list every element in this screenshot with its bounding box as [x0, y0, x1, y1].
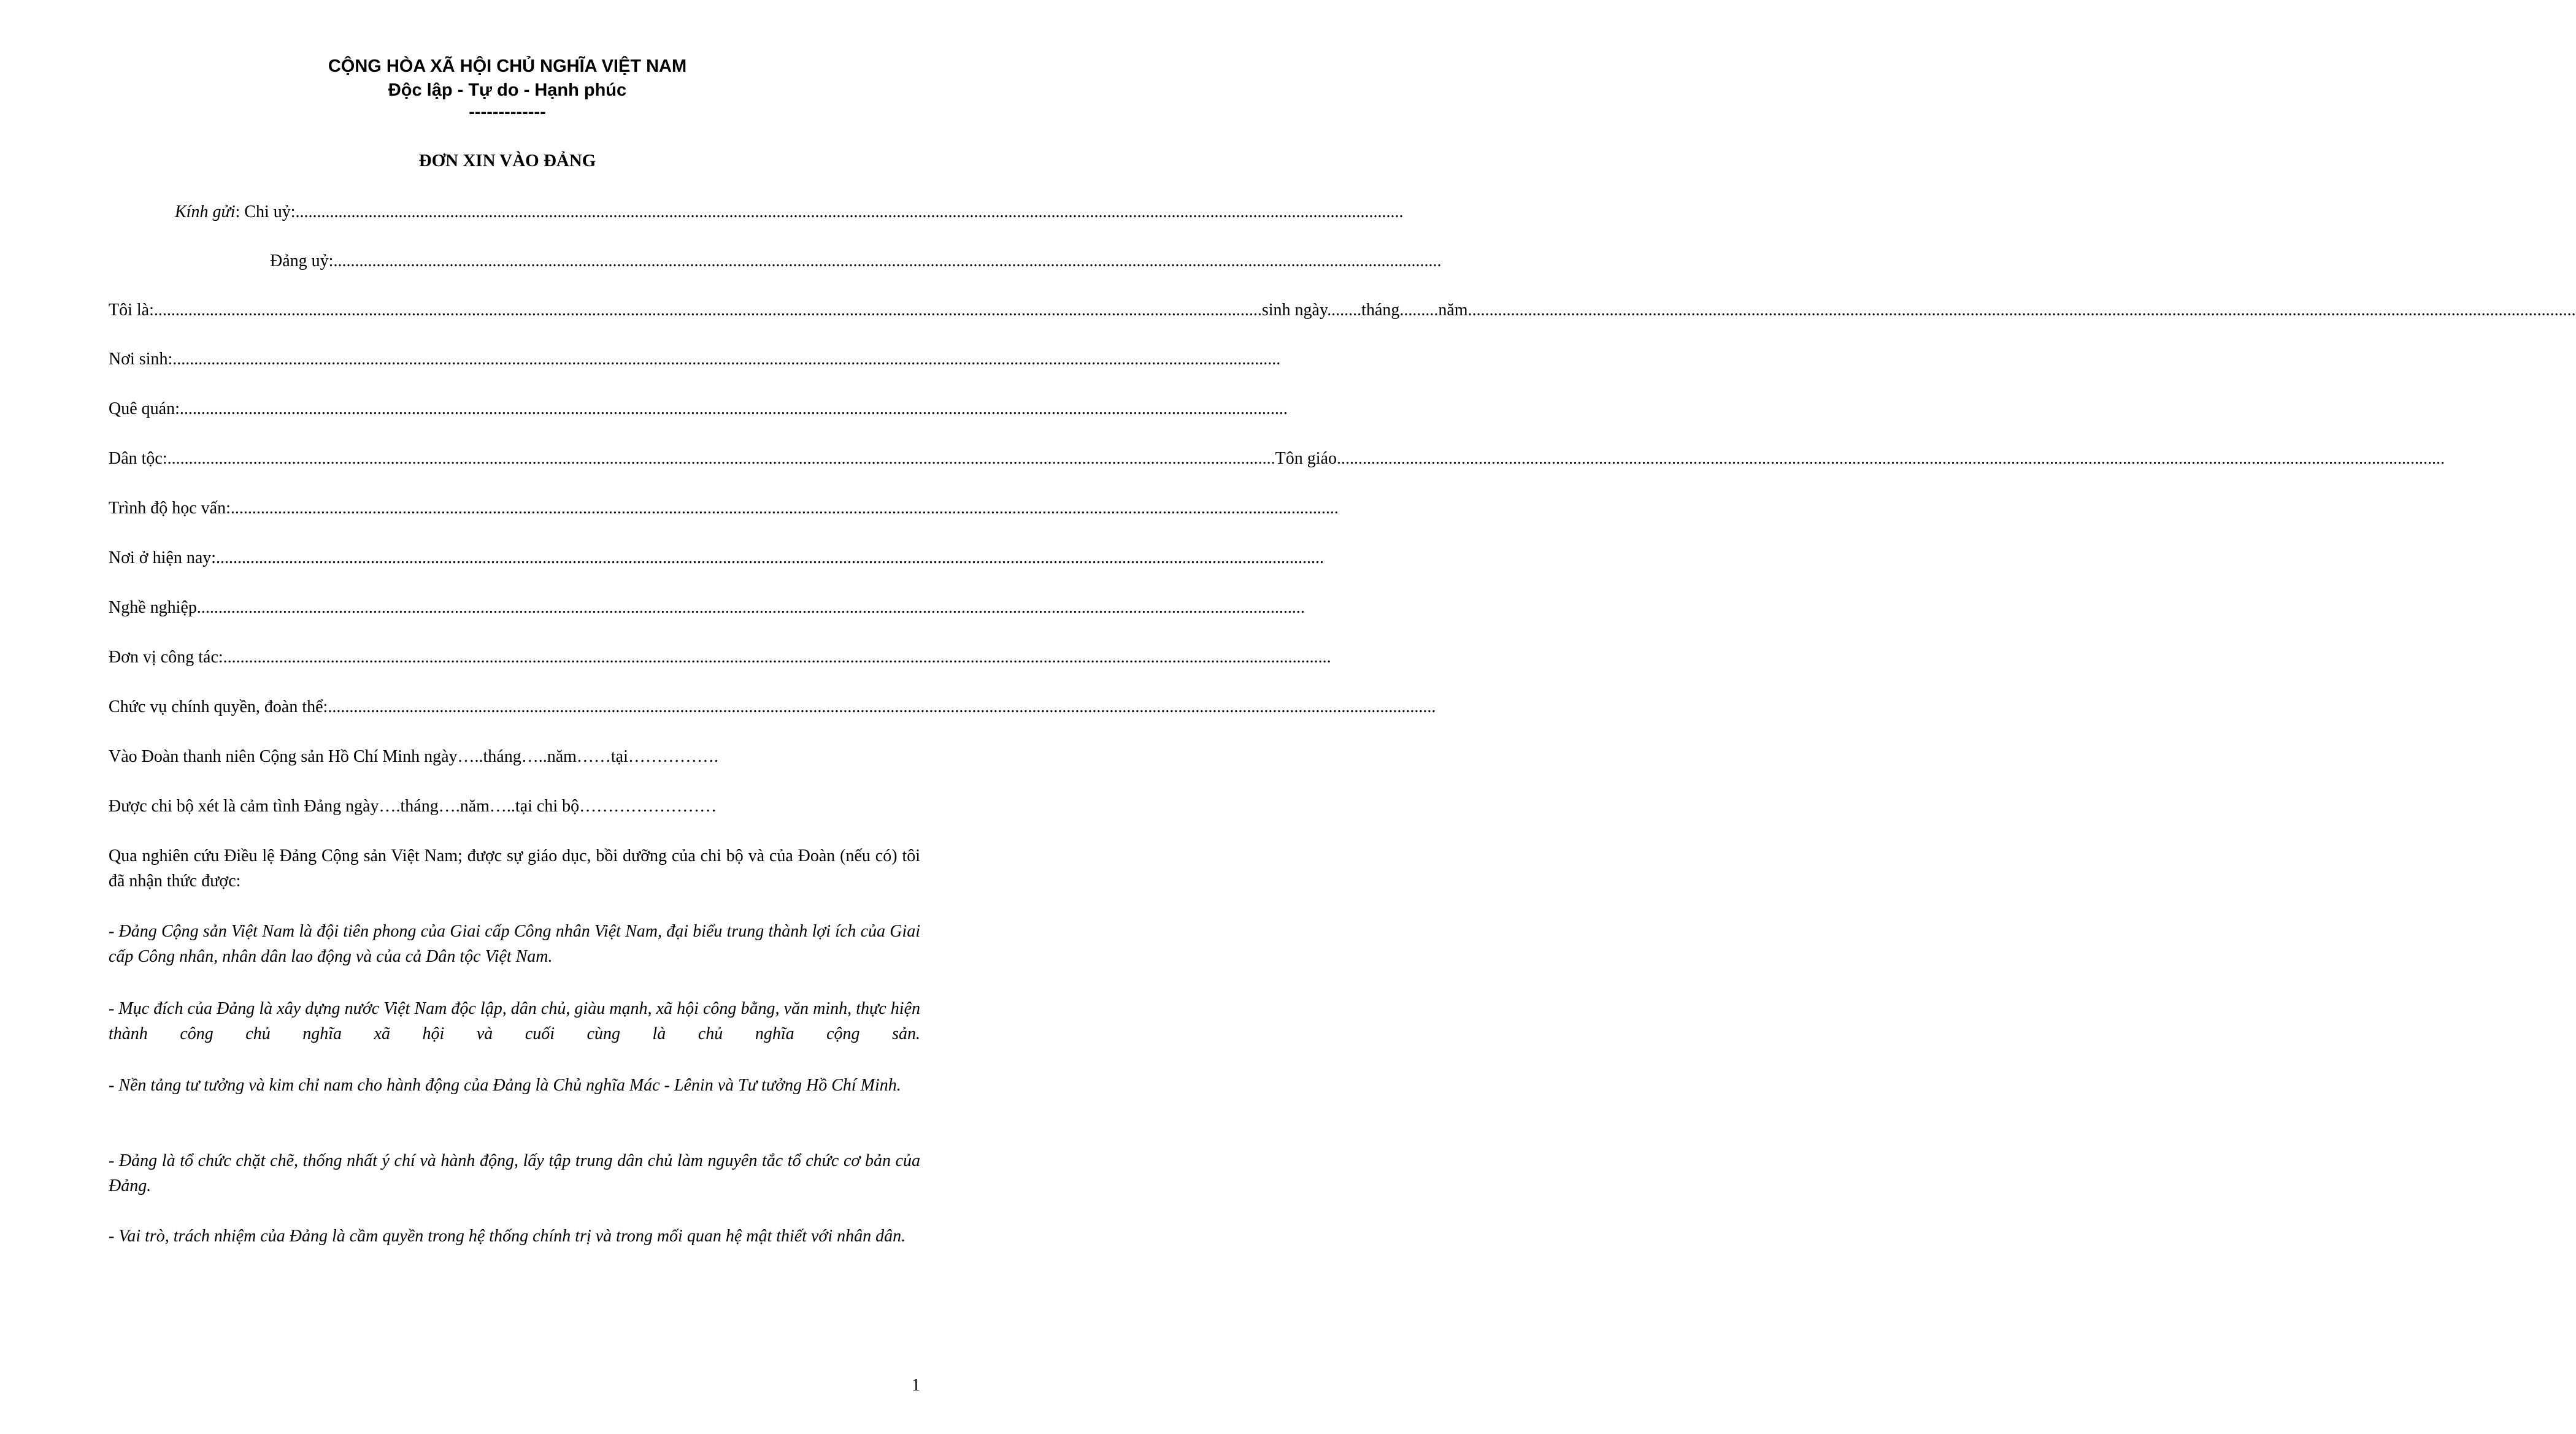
form-row-party-sympathizer: [109, 794, 902, 819]
name-birthdate-field[interactable]: ..................................................................................................................................................................................................................................................................: [1467, 301, 2576, 320]
residence-label: Nơi ở hiện nay:: [109, 548, 217, 567]
form-row-name-birthdate: [109, 297, 2576, 323]
document-title: ĐƠN XIN VÀO ĐẢNG: [418, 151, 596, 171]
name-birthdate-field[interactable]: ..................................................................................................................................................................................................................................................................: [153, 301, 1262, 320]
hometown-field[interactable]: ..................................................................................................................................................................................................................................................................: [179, 399, 1288, 418]
ethnicity-religion-field[interactable]: ..................................................................................................................................................................................................................................................................: [167, 449, 1275, 468]
ethnicity-religion-field[interactable]: ..................................................................................................................................................................................................................................................................: [1336, 449, 2445, 468]
point-1: - Đảng Cộng sản Việt Nam là đội tiên phong của Giai cấp Công nhân Việt Nam, đại biểu trung thành lợi ích của Giai cấp Công nhân, nhân dân lao động và của cả Dân tộc Việt Nam.: [109, 922, 920, 966]
education-label: Trình độ học vấn:: [109, 499, 231, 518]
point-4: - Đảng là tổ chức chặt chẽ, thống nhất ý chí và hành động, lấy tập trung dân chủ làm nguyên tắc tổ chức cơ bản của Đảng.: [109, 1151, 920, 1195]
form-row-occupation: [109, 595, 1305, 620]
chi-uy-field[interactable]: ..................................................................................................................................................................................................................................................................: [295, 202, 1404, 221]
form-row-residence: [109, 545, 1325, 570]
residence-field[interactable]: ..................................................................................................................................................................................................................................................................: [216, 548, 1325, 567]
ethnicity-religion-label: Dân tộc:: [109, 449, 167, 468]
ethnicity-religion-label: Tôn giáo: [1275, 449, 1337, 468]
position-label: Chức vụ chính quyền, đoàn thể:: [109, 697, 328, 716]
page-number: 1: [912, 1376, 920, 1395]
birthplace-label: Nơi sinh:: [109, 350, 173, 369]
form-row-hometown: [109, 396, 1288, 421]
dang-uy-field[interactable]: ..................................................................................................................................................................................................................................................................: [333, 251, 1442, 270]
recipient-dang-uy: [270, 248, 1442, 274]
occupation-field[interactable]: ..................................................................................................................................................................................................................................................................: [196, 598, 1305, 617]
kinh-gui-label: Kính gửi: [175, 202, 236, 221]
point-5: - Vai trò, trách nhiệm của Đảng là cầm quyền trong hệ thống chính trị và trong mối quan hệ mật thiết với nhân dân.: [109, 1227, 906, 1246]
form-row-birthplace: [109, 347, 1281, 372]
workplace-label: Đơn vị công tác:: [109, 648, 223, 667]
education-field[interactable]: ..................................................................................................................................................................................................................................................................: [230, 499, 1339, 518]
form-row-youth-union: [109, 744, 902, 769]
header-separator: -------------: [469, 102, 546, 122]
position-field[interactable]: ..................................................................................................................................................................................................................................................................: [328, 697, 1436, 716]
workplace-field[interactable]: ..................................................................................................................................................................................................................................................................: [223, 648, 1331, 667]
name-birthdate-label: sinh ngày........tháng.........năm: [1261, 301, 1468, 320]
national-motto: Độc lập - Tự do - Hạnh phúc: [388, 80, 627, 100]
chi-uy-label: : Chi uỷ:: [235, 202, 296, 221]
form-row-workplace: [109, 645, 1331, 670]
point-2: - Mục đích của Đảng là xây dựng nước Việt Nam độc lập, dân chủ, giàu mạnh, xã hội công bằng, văn minh, thực hiện thành công chủ nghĩa xã hội và cuối cùng là chủ nghĩa cộng sản.: [109, 999, 920, 1043]
form-row-education: [109, 496, 1339, 521]
intro-paragraph: Qua nghiên cứu Điều lệ Đảng Cộng sản Việt Nam; được sự giáo dục, bồi dưỡng của chi bộ và của Đoàn (nếu có) tôi đã nhận thức được:: [109, 846, 920, 891]
birthplace-field[interactable]: ..................................................................................................................................................................................................................................................................: [172, 350, 1281, 369]
name-birthdate-label: Tôi là:: [109, 301, 154, 320]
youth-union-label: Vào Đoàn thanh niên Cộng sản Hồ Chí Minh ngày…..tháng…..năm……tại…………….: [109, 747, 718, 766]
country-name: CỘNG HÒA XÃ HỘI CHỦ NGHĨA VIỆT NAM: [328, 56, 687, 76]
recipient-chi-uy: [175, 199, 1404, 224]
hometown-label: Quê quán:: [109, 399, 180, 418]
dang-uy-label: Đảng uỷ:: [270, 251, 334, 270]
party-sympathizer-label: Được chi bộ xét là cảm tình Đảng ngày….tháng….năm…..tại chi bộ……………………: [109, 797, 717, 816]
point-3: - Nền tảng tư tưởng và kim chỉ nam cho hành động của Đảng là Chủ nghĩa Mác - Lênin và Tư tưởng Hồ Chí Minh.: [109, 1076, 901, 1095]
form-row-position: [109, 694, 1436, 719]
form-row-ethnicity-religion: [109, 446, 2445, 471]
occupation-label: Nghề nghiệp: [109, 598, 197, 617]
